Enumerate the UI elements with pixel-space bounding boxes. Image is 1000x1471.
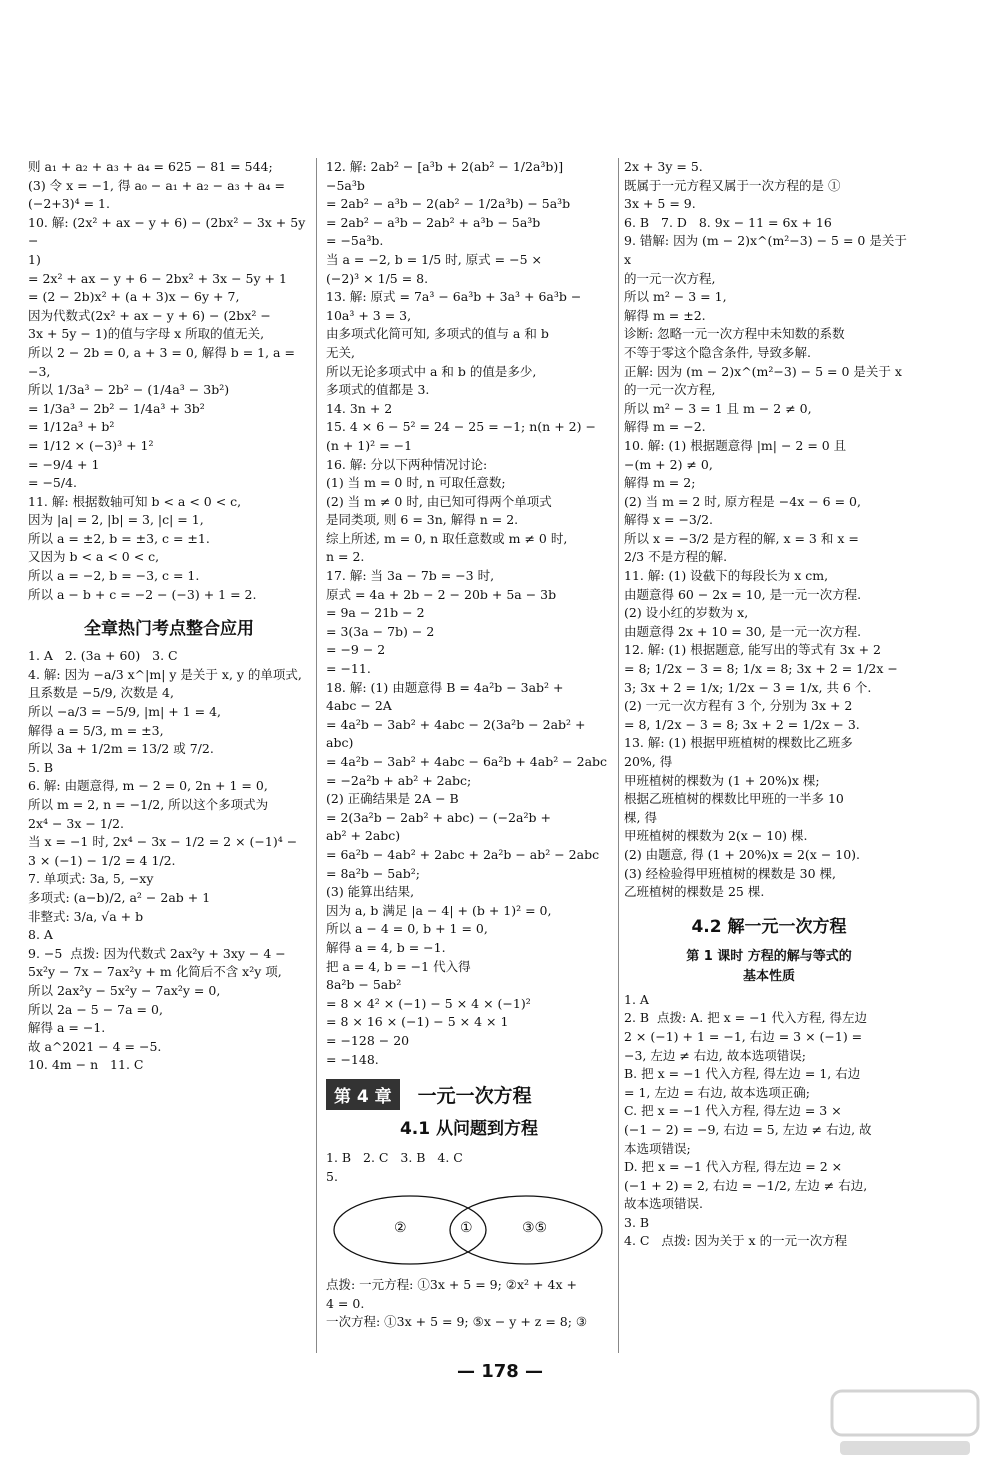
answer-line: 13. 解: (1) 根据甲班植树的棵数比乙班多	[624, 735, 853, 751]
answer-line: = 2(3a²b − 2ab² + abc) − (−2a²b +	[326, 809, 551, 825]
answer-line: 综上所述, m = 0, n 取任意数或 m ≠ 0 时,	[326, 530, 568, 546]
answer-line: = −11.	[326, 661, 371, 677]
answer-line: 6. B 7. D 8. 9x − 11 = 6x + 16	[624, 214, 832, 230]
answer-line: 9. 错解: 因为 (m − 2)x^(m²−3) − 5 = 0 是关于 x	[624, 233, 911, 267]
answer-line: 解得 a = 4, b = −1.	[326, 939, 446, 955]
answer-line: 10. 4m − n 11. C	[28, 1057, 144, 1073]
answer-line: 2x⁴ − 3x − 1/2.	[28, 815, 124, 831]
answer-line: 所以 2a − 5 − 7a = 0,	[28, 1001, 163, 1017]
answer-line: (2) 一元一次方程有 3 个, 分别为 3x + 2	[624, 698, 853, 714]
answer-line: (n + 1)² = −1	[326, 437, 413, 453]
answer-line: 因为代数式(2x² + ax − y + 6) − (2bx² −	[28, 307, 271, 323]
answer-line: 6. 解: 由题意得, m − 2 = 0, 2n + 1 = 0,	[28, 778, 268, 794]
answer-line: 所以 a − b + c = −2 − (−3) + 1 = 2.	[28, 586, 257, 602]
answer-line: 所以 m = 2, n = −1/2, 所以这个多项式为	[28, 797, 269, 812]
answer-line: 3x + 5y − 1)的值与字母 x 所取的值无关,	[28, 326, 265, 342]
answer-line: 所以 m² − 3 = 1,	[624, 289, 727, 305]
answer-line: 不等于零这个隐含条件, 导致多解.	[624, 344, 811, 360]
answer-line: = 8 × 16 × (−1) − 5 × 4 × 1	[326, 1014, 509, 1030]
answer-line: 无关,	[326, 344, 355, 360]
answer-line: 把 a = 4, b = −1 代入得	[326, 958, 471, 974]
answer-line: 1. B 2. C 3. B 4. C	[326, 1150, 463, 1166]
answer-line: = 2x² + ax − y + 6 − 2bx² + 3x − 5y + 1	[28, 270, 287, 286]
answer-line: 所以无论多项式中 a 和 b 的值是多少,	[326, 363, 537, 379]
answer-line: = 9a − 21b − 2	[326, 605, 425, 621]
answer-line: 本选项错误;	[624, 1140, 691, 1156]
answer-line: 4. C 点拨: 因为关于 x 的一元一次方程	[624, 1233, 848, 1249]
answer-line: 所以 −a/3 = −5/9, |m| + 1 = 4,	[28, 704, 222, 720]
answer-line: 11. 解: (1) 设截下的每段长为 x cm,	[624, 568, 829, 584]
section-title: 全章热门考点整合应用	[84, 619, 254, 640]
answer-line: 2. B 点拨: A. 把 x = −1 代入方程, 得左边	[624, 1010, 867, 1026]
answer-line: 又因为 b < a < 0 < c,	[28, 549, 160, 565]
answer-line: 的一元一次方程,	[624, 270, 716, 286]
answer-line: (−2)³ × 1/5 = 8.	[326, 270, 429, 286]
answer-line: = −148.	[326, 1051, 379, 1067]
column-divider	[316, 158, 317, 1353]
venn-mid-label: ①	[460, 1220, 473, 1237]
answer-line: 多项式的值都是 3.	[326, 382, 430, 398]
lesson-title-line: 第 1 课时 方程的解与等式的	[686, 948, 852, 964]
answer-line: 9. −5 点拨: 因为代数式 2ax²y + 3xy − 4 −	[28, 945, 286, 961]
venn-right-label: ③⑤	[522, 1220, 548, 1237]
answer-line: 则 a₁ + a₂ + a₃ + a₄ = 625 − 81 = 544;	[28, 159, 273, 174]
answer-line: 15. 4 × 6 − 5² = 24 − 25 = −1; n(n + 2) −	[326, 419, 596, 435]
answer-line: (2) 当 m ≠ 0 时, 由已知可得两个单项式	[326, 493, 552, 509]
answer-line: = 1/3a³ − 2b² − 1/4a³ + 3b²	[28, 400, 205, 416]
answer-line: 12. 解: 2ab² − [a³b + 2(ab² − 1/2a³b)]	[326, 159, 564, 174]
answer-line: 解得 x = −3/2.	[624, 512, 714, 528]
answer-line: 所以 a − 4 = 0, b + 1 = 0,	[326, 921, 488, 937]
answer-line: 所以 m² − 3 = 1 且 m − 2 ≠ 0,	[624, 400, 812, 416]
answer-line: (3) 经检验得甲班植树的棵数是 30 棵,	[624, 865, 837, 881]
answer-line: 的一元一次方程,	[624, 382, 716, 398]
answer-line: 正解: 因为 (m − 2)x^(m²−3) − 5 = 0 是关于 x	[624, 363, 902, 379]
answer-line: 4. 解: 因为 −a/3 x^|m| y 是关于 x, y 的单项式,	[28, 666, 302, 682]
answer-line: (2) 由题意, 得 (1 + 20%)x = 2(x − 10).	[624, 846, 861, 862]
answer-line: (−2+3)⁴ = 1.	[28, 196, 110, 212]
answer-line: 14. 3n + 2	[326, 400, 393, 416]
answer-line: 3; 3x + 2 = 1/x; 1/2x − 3 = 1/x, 共 6 个.	[624, 679, 872, 695]
answer-line: 由多项式化简可知, 多项式的值与 a 和 b	[326, 326, 549, 342]
answer-line: 原式 = 4a + 2b − 2 − 20b + 5a − 3b	[326, 586, 557, 602]
answer-line: 3. B	[624, 1214, 650, 1230]
answer-line: −3, 左边 ≠ 右边, 故本选项错误;	[624, 1047, 806, 1063]
answer-line: 8a²b − 5ab²	[326, 977, 402, 993]
answer-line: 5.	[326, 1168, 338, 1184]
answer-line: 4 = 0.	[326, 1295, 365, 1311]
venn-diagram	[326, 1188, 606, 1272]
answer-line: 当 a = −2, b = 1/5 时, 原式 = −5 ×	[326, 251, 542, 267]
answer-line: n = 2.	[326, 549, 365, 565]
answer-line: 因为 a, b 满足 |a − 4| + (b + 1)² = 0,	[326, 902, 552, 918]
answer-line: (3) 能算出结果,	[326, 884, 415, 900]
answer-line: 一次方程: ①3x + 5 = 9; ⑤x − y + z = 8; ③	[326, 1314, 588, 1330]
column-right	[624, 158, 914, 1361]
answer-line: 故 a^2021 − 4 = −5.	[28, 1038, 162, 1054]
answer-line: = −5a³b.	[326, 233, 384, 249]
answer-line: 解得 m = ±2.	[624, 307, 706, 323]
answer-line: = 8 × 4² × (−1) − 5 × 4 × (−1)²	[326, 995, 531, 1011]
answer-line: 20%, 得	[624, 754, 673, 769]
answer-line: 是同类项, 则 6 = 3n, 解得 n = 2.	[326, 512, 519, 528]
answer-line: 1. A	[624, 991, 649, 1007]
answer-line: (2) 设小红的岁数为 x,	[624, 605, 749, 621]
answer-line: 当 x = −1 时, 2x⁴ − 3x − 1/2 = 2 × (−1)⁴ −	[28, 834, 298, 850]
venn-left-label: ②	[394, 1220, 407, 1237]
answer-line: C. 把 x = −1 代入方程, 得左边 = 3 ×	[624, 1103, 842, 1119]
answer-line: −3,	[28, 363, 51, 379]
answer-line: 3x + 5 = 9.	[624, 196, 696, 212]
answer-line: = 4a²b − 3ab² + 4abc − 2(3a²b − 2ab² +	[326, 716, 586, 732]
lesson-title-line: 基本性质	[742, 968, 795, 984]
column-middle	[326, 158, 612, 1361]
answer-line: 18. 解: (1) 由题意得 B = 4a²b − 3ab² +	[326, 679, 564, 695]
answer-line: 且系数是 −5/9, 次数是 4,	[28, 685, 174, 701]
answer-line: 既属于一元方程又属于一次方程的是 ①	[624, 177, 841, 193]
answer-line: = 2ab² − a³b − 2ab² + a³b − 5a³b	[326, 214, 541, 230]
answer-line: 13. 解: 原式 = 7a³ − 6a³b + 3a³ + 6a³b −	[326, 289, 582, 305]
answer-line: = −128 − 20	[326, 1032, 410, 1048]
answer-line: = 6a²b − 4ab² + 2abc + 2a²b − ab² − 2abc	[326, 846, 600, 862]
answer-line: 10. 解: (2x² + ax − y + 6) − (2bx² − 3x + 5y −	[28, 214, 310, 249]
answer-line: −(m + 2) ≠ 0,	[624, 456, 713, 472]
answer-line: 所以 2ax²y − 5x²y − 7ax²y = 0,	[28, 982, 221, 998]
answer-line: 乙班植树的棵数是 25 棵.	[624, 884, 765, 900]
answer-line: = −9/4 + 1	[28, 456, 100, 472]
answer-line: (−1 − 2) = −9, 右边 = 5, 左边 ≠ 右边, 故	[624, 1121, 872, 1137]
answer-line: 所以 a = ±2, b = ±3, c = ±1.	[28, 530, 210, 546]
answer-line: 5x²y − 7x − 7ax²y + m 化简后不含 x²y 项,	[28, 964, 282, 980]
answer-line: = 2ab² − a³b − 2(ab² − 1/2a³b) − 5a³b	[326, 196, 571, 212]
answer-line: 1)	[28, 251, 41, 267]
answer-line: = (2 − 2b)x² + (a + 3)x − 6y + 7,	[28, 289, 240, 305]
answer-line: 1. A 2. (3a + 60) 3. C	[28, 648, 178, 664]
answer-line: 5. B	[28, 759, 54, 775]
column-left	[28, 158, 310, 1361]
answer-line: 10. 解: (1) 根据题意得 |m| − 2 = 0 且	[624, 437, 847, 453]
answer-line: 甲班植树的棵数为 (1 + 20%)x 棵;	[624, 772, 820, 788]
answer-line: 10a³ + 3 = 3,	[326, 307, 412, 323]
answer-line: (3) 令 x = −1, 得 a₀ − a₁ + a₂ − a₃ + a₄ =	[28, 177, 285, 193]
lesson-title	[624, 947, 914, 987]
answer-line: = 8a²b − 5ab²;	[326, 865, 420, 881]
section-title: 4.2 解一元一次方程	[691, 916, 847, 937]
answer-line: 根据乙班植树的棵数比甲班的一半多 10	[624, 791, 844, 807]
answer-line: = 3(3a − 7b) − 2	[326, 623, 435, 639]
answer-line: 17. 解: 当 3a − 7b = −3 时,	[326, 568, 495, 584]
chapter-title: 一元一次方程	[417, 1085, 532, 1108]
answer-line: 4abc − 2A	[326, 698, 392, 714]
watermark-logo	[830, 1389, 980, 1459]
answer-line: 所以 2 − 2b = 0, a + 3 = 0, 解得 b = 1, a =	[28, 344, 295, 360]
section-title: 4.1 从问题到方程	[399, 1119, 539, 1140]
answer-line: = 4a²b − 3ab² + 4abc − 6a²b + 4ab² − 2abc	[326, 754, 608, 769]
answer-line: = −9 − 2	[326, 642, 386, 658]
answer-line: 2/3 不是方程的解.	[624, 549, 728, 565]
answer-line: 所以 a = −2, b = −3, c = 1.	[28, 568, 200, 584]
answer-line: 2 × (−1) + 1 = −1, 右边 = 3 × (−1) =	[624, 1028, 863, 1044]
column-divider	[618, 158, 619, 1353]
answer-line: 因为 |a| = 2, |b| = 3, |c| = 1,	[28, 512, 204, 528]
chapter-badge: 第 4 章	[326, 1079, 400, 1110]
answer-line: = 1, 左边 = 右边, 故本选项正确;	[624, 1084, 810, 1100]
answer-line: = 1/12a³ + b²	[28, 419, 115, 435]
answer-line: 8. A	[28, 927, 53, 943]
page-number: — 178 —	[456, 1361, 544, 1382]
answer-line: 解得 m = 2;	[624, 475, 696, 491]
answer-line: = 8, 1/2x − 3 = 8; 3x + 2 = 1/2x − 3.	[624, 716, 860, 732]
chapter-heading	[326, 1079, 612, 1110]
answer-line: = 1/12 × (−3)³ + 1²	[28, 437, 154, 453]
answer-line: 点拨: 一元方程: ①3x + 5 = 9; ②x² + 4x +	[326, 1277, 577, 1293]
answer-line: 11. 解: 根据数轴可知 b < a < 0 < c,	[28, 493, 242, 509]
answer-line: 解得 a = 5/3, m = ±3,	[28, 722, 164, 738]
answer-line: ab² + 2abc)	[326, 828, 401, 844]
answer-line: (2) 当 m = 2 时, 原方程是 −4x − 6 = 0,	[624, 493, 861, 509]
answer-line: = −2a²b + ab² + 2abc;	[326, 772, 472, 788]
answer-line: 解得 a = −1.	[28, 1020, 106, 1036]
answer-line: −5a³b	[326, 177, 365, 193]
answer-line: 所以 1/3a³ − 2b² − (1/4a³ − 3b²)	[28, 382, 230, 398]
answer-line: 7. 单项式: 3a, 5, −xy	[28, 871, 154, 887]
answer-line: 由题意得 60 − 2x = 10, 是一元一次方程.	[624, 586, 862, 602]
answer-line: 16. 解: 分以下两种情况讨论:	[326, 456, 488, 472]
answer-line: 甲班植树的棵数为 2(x − 10) 棵.	[624, 828, 808, 844]
answer-line: 所以 x = −3/2 是方程的解, x = 3 和 x =	[624, 530, 859, 546]
answer-line: 2x + 3y = 5.	[624, 159, 703, 174]
answer-line: 诊断: 忽略一元一次方程中未知数的系数	[624, 326, 845, 342]
answer-line: 非整式: 3/a, √a + b	[28, 908, 144, 924]
answer-line: (2) 正确结果是 2A − B	[326, 791, 459, 807]
answer-line: 多项式: (a−b)/2, a² − 2ab + 1	[28, 889, 211, 905]
answer-line: 所以 3a + 1/2m = 13/2 或 7/2.	[28, 741, 214, 757]
answer-line: 故本选项错误.	[624, 1196, 703, 1212]
answer-line: abc)	[326, 735, 354, 751]
answer-line: (1) 当 m = 0 时, n 可取任意数;	[326, 475, 506, 491]
answer-line: 解得 m = −2.	[624, 419, 706, 435]
answer-line: B. 把 x = −1 代入方程, 得左边 = 1, 右边	[624, 1066, 861, 1082]
answer-line: = −5/4.	[28, 475, 78, 491]
answer-line: (−1 + 2) = 2, 右边 = −1/2, 左边 ≠ 右边,	[624, 1177, 868, 1193]
answer-line: D. 把 x = −1 代入方程, 得左边 = 2 ×	[624, 1159, 843, 1175]
answer-line: 棵, 得	[624, 809, 657, 825]
answer-line: 3 × (−1) − 1/2 = 4 1/2.	[28, 852, 176, 868]
answer-line: 12. 解: (1) 根据题意, 能写出的等式有 3x + 2	[624, 642, 882, 658]
answer-line: = 8; 1/2x − 3 = 8; 1/x = 8; 3x + 2 = 1/2x −	[624, 661, 898, 677]
answer-line: 由题意得 2x + 10 = 30, 是一元一次方程.	[624, 623, 862, 639]
